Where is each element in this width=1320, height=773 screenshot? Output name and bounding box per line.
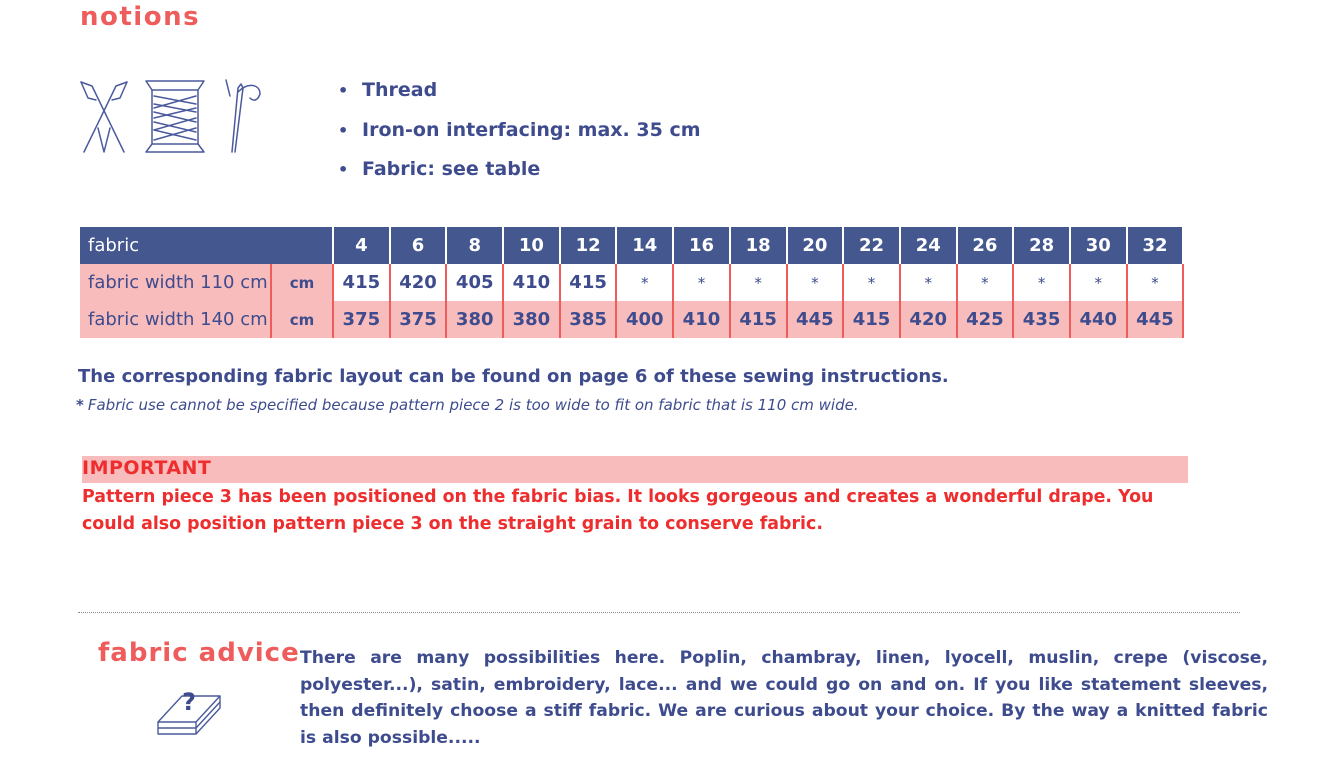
size-header: 6	[391, 227, 448, 264]
list-item: • Fabric: see table	[338, 158, 541, 180]
list-item: • Thread	[338, 79, 438, 101]
footnote	[76, 396, 859, 414]
table-cell: 385	[561, 301, 618, 338]
table-cell: 420	[391, 264, 448, 301]
table-cell: 435	[1014, 301, 1071, 338]
footnote-mark: *	[76, 396, 84, 414]
fabric-question-icon	[156, 684, 222, 738]
section-divider	[78, 612, 1240, 613]
table-cell: 440	[1071, 301, 1128, 338]
footnote-text: Fabric use cannot be specified because pattern piece 2 is too wide to fit on fabric that is 110 cm wide.	[87, 396, 859, 414]
table-cell: *	[901, 264, 958, 301]
row-label: fabric width 110 cm	[80, 264, 272, 301]
table-row	[80, 264, 1184, 301]
thread-spool-icon	[146, 81, 204, 152]
important-text: Pattern piece 3 has been positioned on the fabric bias. It looks gorgeous and creates a wonderful drape. You could also position pattern piece 3 on the straight grain to conserve fabric.	[82, 487, 1154, 534]
svg-text:?: ?	[182, 688, 196, 716]
needle-icon	[226, 80, 260, 152]
fabric-advice-title: fabric advice	[98, 638, 300, 668]
fabric-table	[80, 227, 1184, 338]
table-cell: *	[731, 264, 788, 301]
table-cell: *	[1128, 264, 1185, 301]
size-header: 10	[504, 227, 561, 264]
table-cell: *	[844, 264, 901, 301]
table-cell: 380	[504, 301, 561, 338]
table-cell: 375	[334, 301, 391, 338]
table-cell: 415	[731, 301, 788, 338]
row-unit: cm	[272, 264, 334, 301]
notions-list	[338, 76, 701, 195]
row-unit: cm	[272, 301, 334, 338]
fabric-layout-note: The corresponding fabric layout can be found on page 6 of these sewing instructions.	[78, 366, 949, 387]
table-cell: 415	[844, 301, 901, 338]
size-header: 22	[844, 227, 901, 264]
table-cell: 380	[447, 301, 504, 338]
row-label: fabric width 140 cm	[80, 301, 272, 338]
table-cell: 425	[958, 301, 1015, 338]
size-header: 32	[1128, 227, 1185, 264]
table-row	[80, 301, 1184, 338]
size-header: 8	[447, 227, 504, 264]
size-header: 20	[788, 227, 845, 264]
fabric-advice-text: There are many possibilities here. Poplin, chambray, linen, lyocell, muslin, crepe (viscose, polyester...), satin, embroidery, lace... and we could go on and on. If you like statement sleeves, then definitely choose a stiff fabric. We are curious about your choice. By the way a knitted fabric is also possible.....	[300, 648, 1268, 748]
table-cell: 410	[674, 301, 731, 338]
size-header: 24	[901, 227, 958, 264]
table-cell: 415	[334, 264, 391, 301]
size-header: 26	[958, 227, 1015, 264]
table-cell: 445	[1128, 301, 1185, 338]
size-header: 28	[1014, 227, 1071, 264]
table-cell: *	[617, 264, 674, 301]
table-header-row	[80, 227, 1184, 264]
size-header: 16	[674, 227, 731, 264]
table-header-label: fabric	[80, 227, 334, 264]
size-header: 4	[334, 227, 391, 264]
size-header: 30	[1071, 227, 1128, 264]
size-header: 14	[617, 227, 674, 264]
table-cell: 410	[504, 264, 561, 301]
important-title: IMPORTANT	[82, 457, 212, 479]
notions-title: notions	[80, 2, 201, 32]
list-item: • Iron-on interfacing: max. 35 cm	[338, 118, 701, 141]
scissors-icon	[81, 82, 127, 152]
table-cell: *	[1014, 264, 1071, 301]
table-cell: 400	[617, 301, 674, 338]
table-cell: *	[674, 264, 731, 301]
size-header: 12	[561, 227, 618, 264]
size-header: 18	[731, 227, 788, 264]
table-cell: 445	[788, 301, 845, 338]
table-cell: 420	[901, 301, 958, 338]
table-cell: 405	[447, 264, 504, 301]
table-cell: 415	[561, 264, 618, 301]
table-cell: *	[958, 264, 1015, 301]
table-cell: *	[1071, 264, 1128, 301]
table-cell: 375	[391, 301, 448, 338]
notions-icons	[78, 78, 268, 158]
important-highlight	[82, 456, 1188, 483]
table-cell: *	[788, 264, 845, 301]
